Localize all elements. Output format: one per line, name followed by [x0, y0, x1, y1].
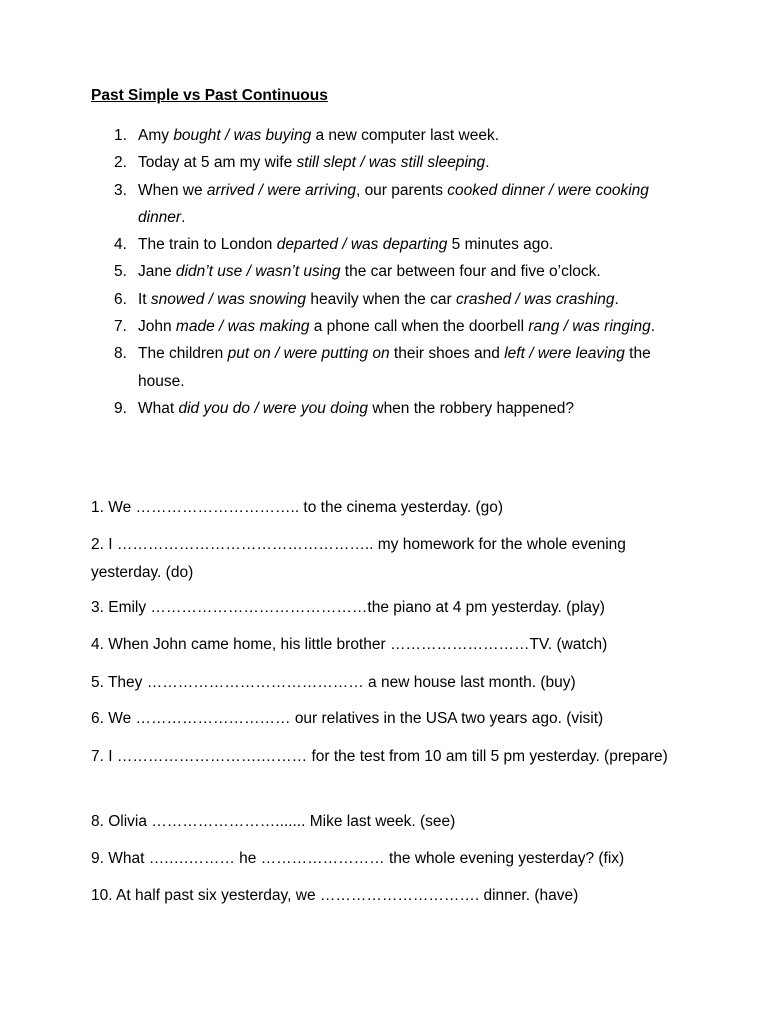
- option-choice: crashed / was crashing: [455, 290, 615, 308]
- text-segment: the car between four and five o’clock.: [340, 263, 601, 281]
- list-item: [91, 231, 691, 258]
- list-item: [91, 149, 691, 176]
- text-segment: Amy: [138, 127, 174, 144]
- worksheet-title: Past Simple vs Past Continuous: [91, 87, 328, 104]
- option-choice: bought / was buying: [173, 127, 312, 144]
- text-segment: the house.: [138, 345, 651, 390]
- list-item: [91, 395, 691, 422]
- option-choice: made / was making: [175, 318, 310, 336]
- exercise-item: 4. When John came home, his little brother ………………………TV. (watch): [91, 636, 608, 653]
- exercise-item: 2. I ………………………………………….. my homework for the whole evening yesterday. (do): [91, 536, 626, 581]
- text-segment: .: [614, 290, 619, 308]
- exercise-item: 7. I ……………………….……… for the test from 10 am till 5 pm yesterday. (prepare): [91, 748, 668, 765]
- list-item: [91, 340, 691, 395]
- option-choice: arrived / were arriving: [206, 181, 356, 199]
- text-segment: their shoes and: [389, 345, 505, 363]
- text-segment: a phone call when the doorbell: [309, 318, 529, 336]
- item-number: 7.: [114, 318, 127, 336]
- item-number: 3.: [114, 181, 127, 199]
- exercise-item: 1. We ………………………….. to the cinema yesterday. (go): [91, 499, 504, 516]
- exercise-item: 6. We ………………………… our relatives in the USA two years ago. (visit): [91, 710, 604, 727]
- text-segment: .: [485, 154, 490, 172]
- exercise-item: 3. Emily ……………………………………the piano at 4 pm yesterday. (play): [91, 599, 605, 616]
- option-choice: still slept / was still sleeping: [296, 154, 486, 172]
- item-number: 1.: [114, 127, 127, 144]
- text-segment: Today at 5 am my wife: [138, 154, 297, 172]
- text-segment: It: [138, 290, 151, 308]
- option-choice: put on / were putting on: [227, 345, 390, 363]
- text-segment: a new computer last week.: [311, 127, 499, 144]
- item-number: 8.: [114, 345, 127, 363]
- list-item: [91, 122, 691, 149]
- part1-list: [91, 122, 691, 422]
- option-choice: did you do / were you doing: [178, 399, 369, 417]
- text-segment: heavily when the car: [306, 290, 456, 308]
- list-item: [91, 177, 691, 232]
- text-segment: .: [650, 318, 655, 336]
- option-choice: departed / was departing: [276, 236, 448, 254]
- item-number: 9.: [114, 399, 127, 417]
- text-segment: John: [138, 318, 176, 336]
- item-number: 5.: [114, 263, 127, 281]
- text-segment: What: [138, 399, 179, 417]
- list-item: [91, 286, 691, 313]
- text-segment: when the robbery happened?: [368, 399, 575, 417]
- option-choice: left / were leaving: [504, 345, 625, 363]
- exercise-item: 5. They …………………………………… a new house last month. (buy): [91, 674, 576, 691]
- exercise-item: 8. Olivia ……………………....... Mike last week. (see): [91, 813, 456, 830]
- option-choice: rang / was ringing: [528, 318, 651, 336]
- item-number: 2.: [114, 154, 127, 172]
- text-segment: When we: [138, 181, 207, 199]
- text-segment: The children: [138, 345, 228, 363]
- text-segment: , our parents: [355, 181, 448, 199]
- exercise-item: 10. At half past six yesterday, we …………………………. dinner. (have): [91, 887, 579, 904]
- text-segment: 5 minutes ago.: [447, 236, 554, 254]
- text-segment: Jane: [138, 263, 176, 281]
- option-choice: cooked dinner / were cooking dinner: [138, 181, 649, 226]
- list-item: [91, 258, 691, 285]
- exercise-item: 9. What ….….……… he …………………… the whole evening yesterday? (fix): [91, 850, 625, 867]
- option-choice: snowed / was snowing: [150, 290, 307, 308]
- option-choice: didn’t use / wasn’t using: [175, 263, 341, 281]
- text-segment: The train to London: [138, 236, 277, 254]
- item-number: 6.: [114, 290, 127, 308]
- item-number: 4.: [114, 236, 127, 254]
- list-item: [91, 313, 691, 340]
- text-segment: .: [181, 208, 186, 226]
